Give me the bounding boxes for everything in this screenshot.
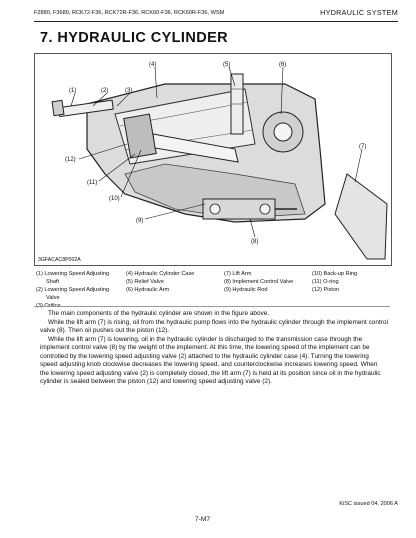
callout-8: (8) [251, 239, 259, 245]
legend-item: Valve [46, 295, 60, 301]
paragraph: While the lift arm (7) is rising, oil from the hydraulic pump flows into the hydraulic cylinder through the implement control valve (8). Then oil pushes out the piston (12). [40, 318, 388, 335]
legend-item: Shaft [46, 279, 60, 285]
page-header [34, 8, 398, 20]
legend-item: (2) Lowering Speed Adjusting [36, 287, 110, 293]
callout-3: (3) [125, 88, 133, 94]
hydraulic-cylinder-figure [34, 53, 392, 266]
legend-column-4 [312, 270, 357, 294]
legend-item: (11) O-ring [312, 279, 339, 285]
section-title: 7. HYDRAULIC CYLINDER [40, 30, 229, 46]
legend-item: (6) Hydraulic Arm [126, 287, 170, 293]
header-models: F2880, F3680, RCK72-F36, RCK72R-F36, RCK60-F36, RCK60R-F36, WSM [34, 10, 225, 16]
paragraph: The main components of the hydraulic cylinder are shown in the figure above. [48, 310, 270, 317]
paragraph: While the lift arm (7) is lowering, oil in the hydraulic cylinder is discharged to the transmission case through the implement control valve (8) by the weight of the implement. At this time, the lowering speed of the implement can be controlled by the lowering speed adjusting valve (2) attached to the hydraulic cylinder case (4). Turning the lowering speed adjusting knob clockwise decreases the lowering speed, and counterclockwise increases lowering speed. When the lowering speed adjusting valve (2) is completely closed, the lift arm (7) is held at its position since oil in the hydraulic cylinder is sealed between the piston (12) and lowering speed adjusting valve (2). [40, 335, 381, 386]
description-text [40, 310, 388, 387]
legend-column-2 [126, 270, 194, 294]
callout-2: (2) [101, 88, 109, 94]
callout-1: (1) [69, 88, 77, 94]
legend-column-3 [224, 270, 293, 294]
legend-item: (10) Back-up Ring [312, 271, 358, 277]
legend-item: (5) Relief Valve [126, 279, 164, 285]
header-rule [34, 21, 398, 22]
callout-10: (10) [109, 196, 120, 202]
callout-12: (12) [65, 157, 76, 163]
callout-6: (6) [279, 62, 287, 68]
callout-9: (9) [136, 218, 144, 224]
callout-11: (11) [87, 180, 98, 186]
legend-item: (12) Piston [312, 287, 340, 293]
legend-item: (4) Hydraulic Cylinder Case [126, 271, 195, 277]
legend-item: (3) Orifice [36, 303, 61, 309]
figure-code: 3GFACAC8P002A [38, 257, 81, 263]
legend-rule [34, 306, 390, 307]
page-number: 7-M7 [195, 516, 211, 523]
legend-item: (7) Lift Arm [224, 271, 252, 277]
callout-4: (4) [149, 62, 157, 68]
callout-5: (5) [223, 62, 231, 68]
legend-item: (8) Implement Control Valve [224, 279, 294, 285]
callout-7: (7) [359, 144, 367, 150]
cylinder-drawing [35, 54, 391, 265]
header-section: HYDRAULIC SYSTEM [320, 8, 398, 17]
issue-date: KiSC issued 04, 2006 A [339, 501, 398, 507]
legend-item: (1) Lowering Speed Adjusting [36, 271, 110, 277]
legend-column-1 [36, 270, 109, 310]
legend-item: (9) Hydraulic Rod [224, 287, 268, 293]
